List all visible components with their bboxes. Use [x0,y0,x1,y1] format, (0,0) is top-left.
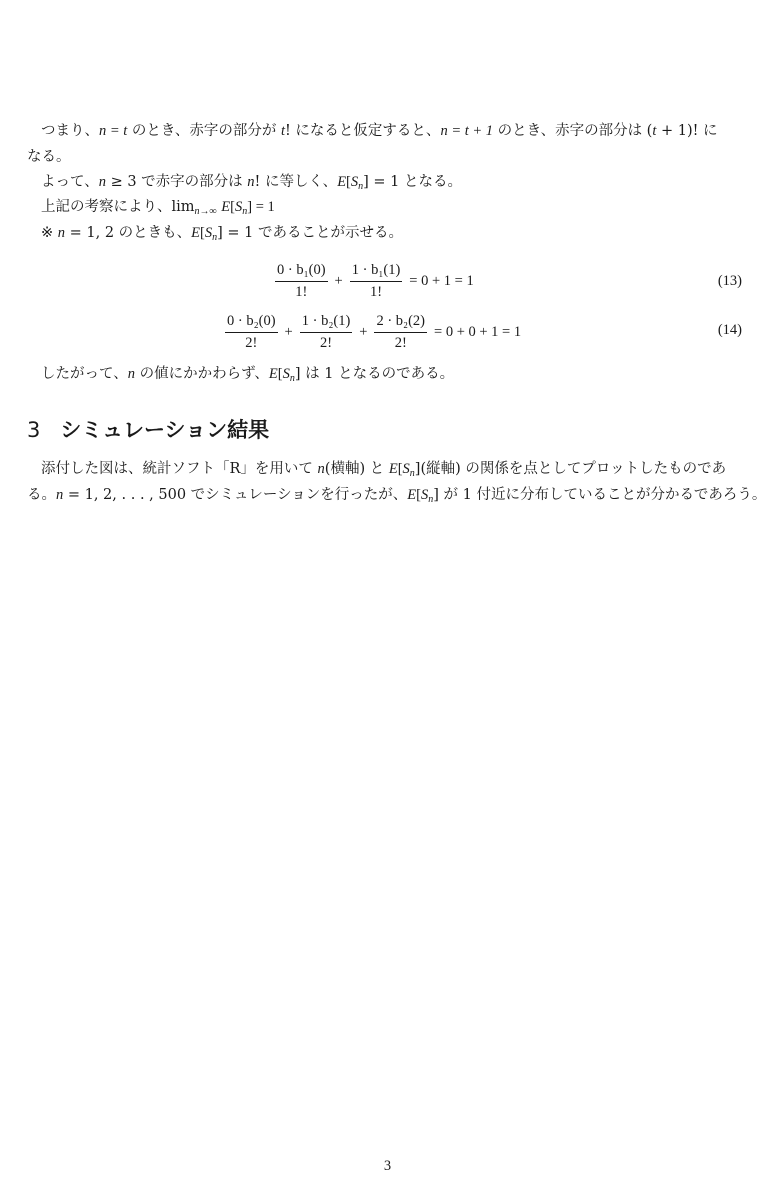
math-subscript: n [212,232,218,243]
math: E [268,366,278,382]
equation-rhs: = 0 + 0 + 1 = 1 [434,324,522,340]
math: [ [200,225,205,241]
math: S [402,461,410,477]
math: n = t + 1 [440,123,494,139]
text: のとき、赤字の部分が [127,123,281,139]
numerator: 1 · b₁(1) [350,262,403,282]
math: n [247,174,255,190]
text: よって、 [41,174,99,190]
paragraph-line [41,172,462,192]
equation-14 [222,313,525,352]
math-subscript: n [289,373,295,384]
paragraph-line [41,364,454,384]
operator: + [284,324,293,340]
equation-13 [272,262,478,301]
text: (横軸) と [324,461,389,477]
text: ≥ 3 で赤字の部分は [105,174,248,190]
section-title: シミュレーション結果 [60,418,270,442]
math: E [407,487,417,503]
fraction [350,262,403,301]
equation-rhs: = 0 + 1 = 1 [409,273,474,289]
math: n [56,487,64,503]
paragraph-line [27,485,766,505]
operator: + [334,273,343,289]
operator: + [359,324,368,340]
denominator: 2! [319,335,333,351]
denominator: 2! [245,335,258,351]
text: ! になると仮定すると、 [285,123,441,139]
paragraph-line [27,147,71,167]
math: [ [416,487,421,503]
math-subscript: n [409,468,415,479]
text: ! に等しく、 [254,174,338,190]
text: ](縦軸) の関係を点としてプロットしたものであ [414,461,727,477]
math: E [337,174,347,190]
paragraph-line [41,223,403,243]
math: E [388,461,398,477]
math: n = t [99,123,128,139]
math: [ [277,366,283,382]
math: [ [346,174,351,190]
denominator: 1! [369,284,383,300]
fraction [225,313,278,352]
denominator: 2! [394,335,407,351]
math: n [317,461,325,477]
math: n [57,225,66,241]
math: t [280,123,285,139]
equation-number: (14) [717,322,742,338]
math-subscript: n [358,181,364,192]
text: なる。 [27,149,71,165]
paragraph-line [41,197,275,217]
math: E [191,225,201,241]
text: したがって、 [41,366,128,382]
numerator: 1 · b₂(1) [300,313,353,333]
paragraph-line [41,121,718,141]
paragraph-line [41,459,726,479]
text: = 1, 2, . . . , 500 でシミュレーションを行ったが、 [63,487,408,503]
text: ] = 1 であることが示せる。 [217,225,403,241]
math: [ [230,199,235,215]
text: ] が 1 付近に分布していることが分かるであろう。 [433,487,767,503]
text: のとき、赤字の部分は ( [493,123,653,139]
text: ] = 1 となる。 [363,174,462,190]
math-subscript: n→∞ [194,206,217,217]
equation-number: (13) [717,273,742,289]
denominator: 1! [295,284,308,300]
math-subscript: n [428,494,434,505]
numerator: 0 · b₁(0) [275,262,328,282]
math: S [234,199,243,215]
page-number: 3 [383,1158,392,1174]
fraction [275,262,328,301]
section-heading [27,414,269,444]
fraction [374,313,427,352]
text: る。 [27,487,56,503]
math: S [282,366,290,382]
math: S [421,487,429,503]
math: ] = 1 [247,199,275,215]
text: 上記の考察により、lim [41,199,195,215]
math: S [204,225,213,241]
text: = 1, 2 のときも、 [65,225,192,241]
text: ※ [41,225,58,241]
math: E [221,199,231,215]
math: t [652,123,657,139]
text: つまり、 [41,123,99,139]
text: + 1)! に [656,123,718,139]
text: ] は 1 となるのである。 [294,366,455,382]
text: の値にかかわらず、 [134,366,269,382]
math: S [350,174,359,190]
numerator: 2 · b₂(2) [374,313,427,333]
math: [ [397,461,403,477]
text: 添付した図は、統計ソフト「R」を用いて [41,461,318,477]
math-subscript: n [242,206,248,217]
fraction [300,313,353,352]
numerator: 0 · b₂(0) [225,313,278,333]
math: n [127,366,135,382]
section-number: 3 [27,418,41,442]
math: n [98,174,106,190]
